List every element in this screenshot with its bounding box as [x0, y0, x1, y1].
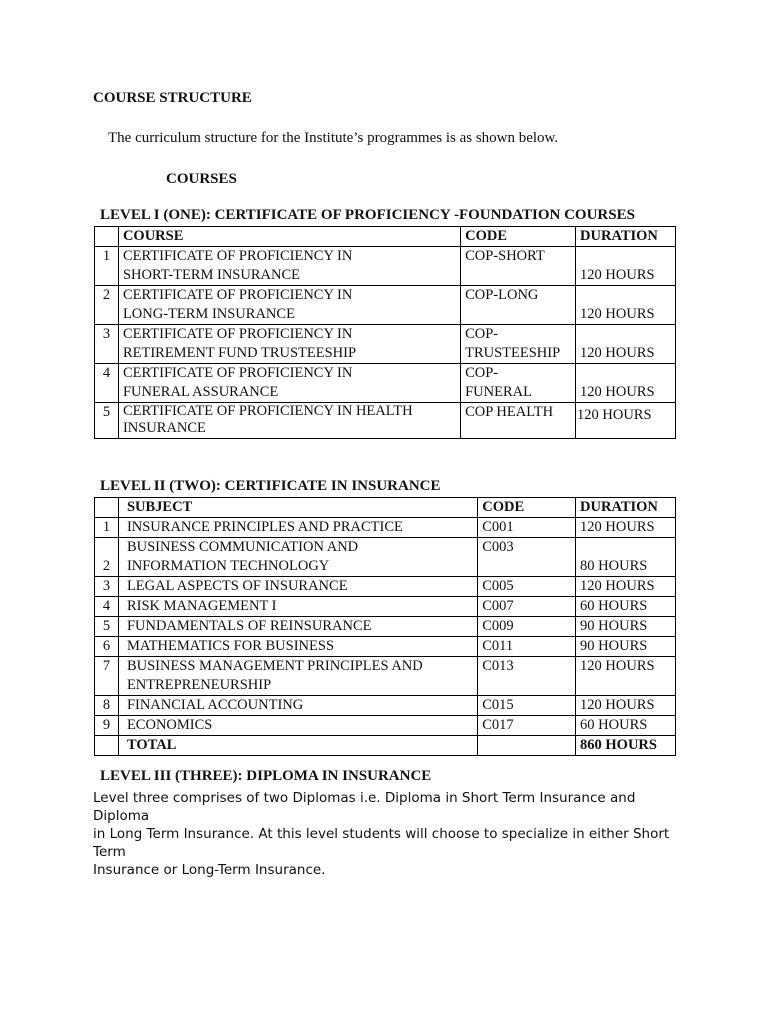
- course-duration: [576, 247, 676, 286]
- courses-heading: COURSES: [166, 171, 237, 187]
- duration-text: 80 HOURS: [580, 558, 648, 574]
- row-number: 5: [95, 617, 119, 637]
- course-name: [118, 403, 460, 439]
- row-number: 8: [95, 696, 119, 716]
- row-number: 1: [95, 247, 119, 286]
- total-num: [95, 736, 119, 756]
- subject-duration: 120 HOURS: [576, 577, 676, 597]
- row-number: 3: [95, 325, 119, 364]
- subject-duration: 120 HOURS: [576, 657, 676, 696]
- course-line: FUNERAL ASSURANCE: [122, 384, 279, 400]
- row-number: 4: [95, 597, 119, 617]
- subject-name: ECONOMICS: [118, 716, 477, 736]
- subject-line: ENTREPRENEURSHIP: [126, 677, 272, 693]
- course-line: CERTIFICATE OF PROFICIENCY IN: [122, 326, 353, 342]
- code-line: COP HEALTH: [465, 404, 554, 420]
- course-name: [118, 325, 460, 364]
- course-line: SHORT-TERM INSURANCE: [122, 267, 300, 283]
- subject-name: INSURANCE PRINCIPLES AND PRACTICE: [118, 518, 477, 538]
- course-duration: [576, 364, 676, 403]
- row-number: 5: [95, 403, 119, 439]
- course-code: [461, 403, 576, 439]
- course-duration: [576, 403, 676, 439]
- level2-title: LEVEL II (TWO): CERTIFICATE IN INSURANCE: [100, 478, 441, 494]
- level2-table: [94, 497, 676, 756]
- level3-title: LEVEL III (THREE): DIPLOMA IN INSURANCE: [100, 768, 432, 784]
- course-duration: [576, 286, 676, 325]
- row-number: 7: [95, 657, 119, 696]
- duration-text: 120 HOURS: [580, 345, 655, 361]
- table-row: [95, 617, 676, 637]
- header-duration: DURATION: [576, 498, 676, 518]
- header-code: CODE: [461, 227, 576, 247]
- row-number: 2: [95, 286, 119, 325]
- subject-code: C011: [478, 637, 576, 657]
- header-duration: DURATION: [576, 227, 676, 247]
- row-number: 4: [95, 364, 119, 403]
- course-line: CERTIFICATE OF PROFICIENCY IN: [122, 248, 353, 264]
- subject-line: BUSINESS MANAGEMENT PRINCIPLES AND: [126, 658, 423, 674]
- header-course: COURSE: [118, 227, 460, 247]
- table-row: [95, 325, 676, 364]
- header-num: [95, 498, 119, 518]
- subject-line: INFORMATION TECHNOLOGY: [126, 558, 330, 574]
- subject-code: C013: [478, 657, 576, 696]
- level3-description: [93, 789, 693, 879]
- level1-table: [94, 226, 676, 439]
- course-name: [118, 247, 460, 286]
- level1-title: LEVEL I (ONE): CERTIFICATE OF PROFICIENCY -FOUNDATION COURSES: [100, 207, 635, 223]
- code-line: COP-: [465, 326, 499, 342]
- table-row: [95, 247, 676, 286]
- code-line: COP-LONG: [465, 287, 539, 303]
- table-row: [95, 286, 676, 325]
- table-row: [95, 403, 676, 439]
- course-line: INSURANCE: [122, 420, 206, 436]
- subject-duration: 120 HOURS: [576, 518, 676, 538]
- course-code: [461, 247, 576, 286]
- table-row: [95, 577, 676, 597]
- subject-code: C009: [478, 617, 576, 637]
- table-row: [95, 637, 676, 657]
- course-line: CERTIFICATE OF PROFICIENCY IN HEALTH: [122, 403, 413, 419]
- subject-name: MATHEMATICS FOR BUSINESS: [118, 637, 477, 657]
- total-hours: 860 HOURS: [576, 736, 676, 756]
- subject-name: FINANCIAL ACCOUNTING: [118, 696, 477, 716]
- total-label: TOTAL: [118, 736, 477, 756]
- row-number: 9: [95, 716, 119, 736]
- level3-line: Insurance or Long-Term Insurance.: [93, 862, 326, 878]
- header-subject: SUBJECT: [118, 498, 477, 518]
- subject-name: RISK MANAGEMENT I: [118, 597, 477, 617]
- course-code: [461, 286, 576, 325]
- subject-code: C001: [478, 518, 576, 538]
- subject-name: [118, 657, 477, 696]
- table-header-row: [95, 498, 676, 518]
- subject-line: BUSINESS COMMUNICATION AND: [126, 539, 359, 555]
- subject-name: [118, 538, 477, 577]
- course-line: CERTIFICATE OF PROFICIENCY IN: [122, 365, 353, 381]
- row-number: 3: [95, 577, 119, 597]
- total-code: [478, 736, 576, 756]
- page-title: COURSE STRUCTURE: [93, 90, 252, 106]
- total-row: [95, 736, 676, 756]
- level3-line: in Long Term Insurance. At this level students will choose to specialize in either Short Term: [93, 826, 670, 860]
- course-code: [461, 364, 576, 403]
- subject-code: C017: [478, 716, 576, 736]
- subject-name: FUNDAMENTALS OF REINSURANCE: [118, 617, 477, 637]
- row-number: [95, 538, 119, 577]
- table-row: [95, 696, 676, 716]
- table-row: [95, 716, 676, 736]
- subject-duration: 60 HOURS: [576, 597, 676, 617]
- subject-code: C003: [478, 538, 576, 577]
- row-number-text: 2: [102, 558, 111, 574]
- code-line: FUNERAL: [465, 384, 532, 400]
- course-name: [118, 286, 460, 325]
- duration-text: 120 HOURS: [580, 306, 655, 322]
- header-num: [95, 227, 119, 247]
- subject-code: C007: [478, 597, 576, 617]
- course-line: CERTIFICATE OF PROFICIENCY IN: [122, 287, 353, 303]
- table-row: [95, 518, 676, 538]
- subject-code: C015: [478, 696, 576, 716]
- table-header-row: [95, 227, 676, 247]
- duration-text: 120 HOURS: [580, 267, 655, 283]
- row-number: 1: [95, 518, 119, 538]
- code-line: TRUSTEESHIP: [465, 345, 561, 361]
- course-line: LONG-TERM INSURANCE: [122, 306, 295, 322]
- row-number: 6: [95, 637, 119, 657]
- header-code: CODE: [478, 498, 576, 518]
- subject-duration: [576, 538, 676, 577]
- duration-text: 120 HOURS: [580, 384, 655, 400]
- subject-duration: 120 HOURS: [576, 696, 676, 716]
- course-duration: [576, 325, 676, 364]
- code-line: COP-: [465, 365, 499, 381]
- course-name: [118, 364, 460, 403]
- subject-duration: 90 HOURS: [576, 637, 676, 657]
- intro-text: The curriculum structure for the Institute’s programmes is as shown below.: [108, 130, 559, 146]
- course-line: RETIREMENT FUND TRUSTEESHIP: [122, 345, 357, 361]
- code-line: COP-SHORT: [465, 248, 545, 264]
- table-row: [95, 597, 676, 617]
- subject-duration: 60 HOURS: [576, 716, 676, 736]
- subject-name: LEGAL ASPECTS OF INSURANCE: [118, 577, 477, 597]
- course-code: [461, 325, 576, 364]
- level3-line: Level three comprises of two Diplomas i.e. Diploma in Short Term Insurance and Diploma: [93, 790, 636, 824]
- table-row: [95, 538, 676, 577]
- table-row: [95, 364, 676, 403]
- table-row: [95, 657, 676, 696]
- subject-code: C005: [478, 577, 576, 597]
- duration-text: 120 HOURS: [577, 407, 652, 423]
- subject-duration: 90 HOURS: [576, 617, 676, 637]
